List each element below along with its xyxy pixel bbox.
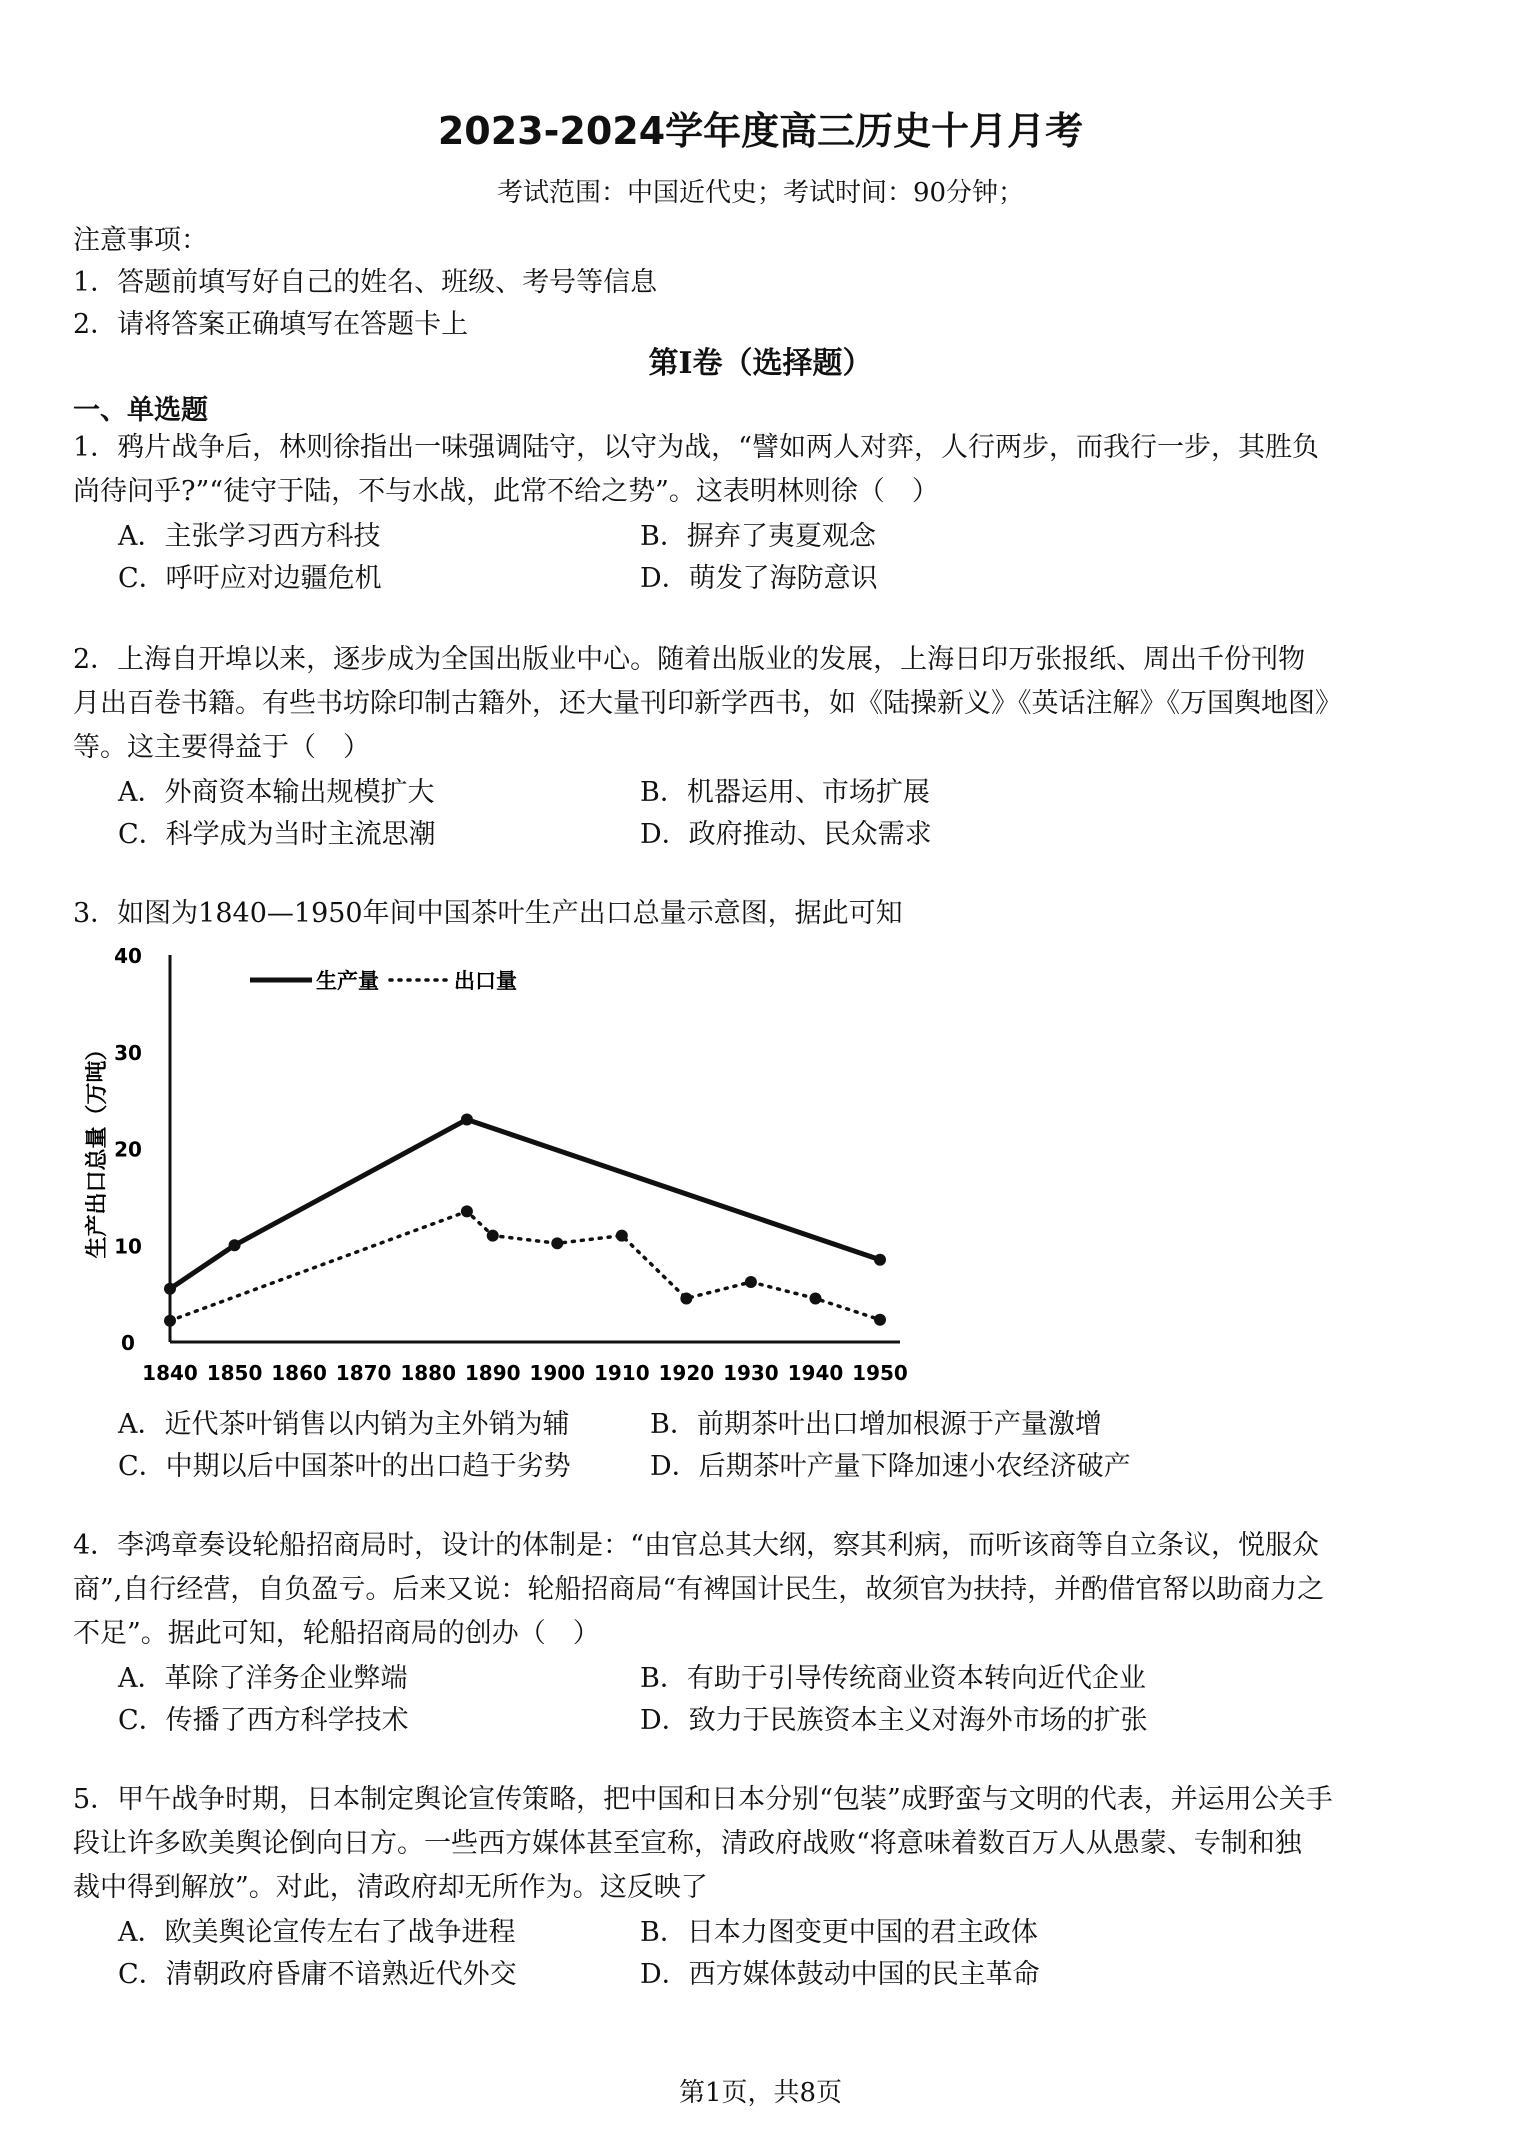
question-4 (73, 1524, 1393, 1656)
data-point (551, 1237, 563, 1249)
option-b: B．日本力图变更中国的君主政体 (640, 1917, 1038, 1948)
notice-item: 1．答题前填写好自己的姓名、班级、考号等信息 (73, 267, 658, 298)
x-tick-label: 1900 (529, 1361, 586, 1385)
option-b: B．前期茶叶出口增加根源于产量激增 (650, 1409, 1102, 1440)
question-line: 等。这主要得益于（ ） (73, 732, 370, 763)
x-tick-label: 1950 (852, 1361, 908, 1385)
option-c: C．科学成为当时主流思潮 (118, 819, 436, 850)
legend-label: 生产量 (316, 969, 379, 993)
page-number: 第1页，共8页 (678, 2078, 843, 2108)
x-tick-label: 1880 (400, 1361, 457, 1385)
x-tick-label: 1860 (271, 1361, 327, 1385)
option-d: D．后期茶叶产量下降加速小农经济破产 (650, 1451, 1131, 1482)
notice-item: 2．请将答案正确填写在答题卡上 (73, 309, 469, 340)
question-line: 裁中得到解放”。对此，清政府却无所作为。这反映了 (73, 1872, 708, 1903)
x-tick-label: 1890 (464, 1361, 521, 1385)
option-c: C．中期以后中国茶叶的出口趋于劣势 (118, 1451, 571, 1482)
x-tick-label: 1870 (335, 1361, 392, 1385)
option-c: C．清朝政府昏庸不谙熟近代外交 (118, 1959, 517, 1990)
y-tick-label: 10 (114, 1234, 142, 1259)
series-line-生产量 (170, 1119, 880, 1288)
option-d: D．致力于民族资本主义对海外市场的扩张 (640, 1705, 1148, 1736)
data-point (164, 1283, 176, 1295)
y-tick-label: 30 (114, 1040, 142, 1065)
data-point (616, 1230, 628, 1242)
data-point (229, 1239, 241, 1251)
y-axis-label: 生产出口总量（万吨） (85, 1038, 110, 1259)
data-point (487, 1230, 499, 1242)
option-d: D．政府推动、民众需求 (640, 819, 932, 850)
data-point (745, 1276, 757, 1288)
option-d: D．萌发了海防意识 (640, 563, 878, 594)
question-line: 3．如图为1840—1950年间中国茶叶生产出口总量示意图，据此可知 (73, 898, 903, 929)
question-line: 商”,自行经营，自负盈亏。后来又说：轮船招商局“有裨国计民生，故须官为扶持，并酌借官帑以助商力之 (73, 1574, 1325, 1605)
notice-heading: 注意事项： (73, 225, 208, 256)
option-a: A．主张学习西方科技 (118, 521, 381, 552)
data-point (680, 1292, 692, 1304)
question-line: 4．李鸿章奏设轮船招商局时，设计的体制是：“由官总其大纲，察其利病，而听该商等自立条议，悦服众 (73, 1530, 1319, 1561)
question-line: 5．甲午战争时期，日本制定舆论宣传策略，把中国和日本分别“包装”成野蛮与文明的代表，并运用公关手 (73, 1784, 1333, 1815)
option-c: C．传播了西方科学技术 (118, 1705, 409, 1736)
option-b: B．摒弃了夷夏观念 (640, 521, 876, 552)
question-line: 1．鸦片战争后，林则徐指出一味强调陆守，以守为战，“譬如两人对弈，人行两步，而我行一步，其胜负 (73, 432, 1319, 463)
tea-production-export-chart (60, 930, 940, 1390)
question-line: 段让许多欧美舆论倒向日方。一些西方媒体甚至宣称，清政府战败“将意味着数百万人从愚蒙、专制和独 (73, 1828, 1302, 1859)
data-point (461, 1113, 473, 1125)
question-line: 月出百卷书籍。有些书坊除印制古籍外，还大量刊印新学西书，如《陆操新义》《英话注解》《万国舆地图》 (73, 688, 1342, 719)
exam-subtitle: 考试范围：中国近代史；考试时间：90分钟； (496, 178, 1025, 208)
x-tick-label: 1840 (142, 1361, 198, 1385)
option-a: A．欧美舆论宣传左右了战争进程 (118, 1917, 516, 1948)
option-a: A．革除了洋务企业弊端 (118, 1663, 408, 1694)
data-point (874, 1314, 886, 1326)
question-line: 2．上海自开埠以来，逐步成为全国出版业中心。随着出版业的发展，上海日印万张报纸、周出千份刊物 (73, 644, 1306, 675)
question-1 (73, 426, 1393, 514)
y-tick-label: 40 (114, 944, 142, 968)
x-tick-label: 1940 (787, 1361, 844, 1385)
option-d: D．西方媒体鼓动中国的民主革命 (640, 1959, 1040, 1990)
x-tick-label: 1910 (593, 1361, 650, 1385)
question-2 (73, 638, 1393, 770)
data-point (461, 1205, 473, 1217)
x-tick-label: 1850 (206, 1361, 263, 1385)
section-title: 第I卷（选择题） (648, 346, 873, 381)
x-tick-label: 1930 (723, 1361, 779, 1385)
data-point (874, 1254, 886, 1266)
option-b: B．机器运用、市场扩展 (640, 777, 930, 808)
y-tick-label: 20 (114, 1137, 142, 1162)
exam-title: 2023-2024学年度高三历史十月月考 (437, 109, 1084, 153)
option-b: B．有助于引导传统商业资本转向近代企业 (640, 1663, 1146, 1694)
y-tick-label: 0 (121, 1331, 135, 1355)
option-a: A．外商资本输出规模扩大 (118, 777, 435, 808)
question-line: 不足”。据此可知，轮船招商局的创办（ ） (73, 1618, 600, 1649)
option-c: C．呼吁应对边疆危机 (118, 563, 382, 594)
part-heading: 一、单选题 (73, 395, 208, 426)
series-line-出口量 (170, 1211, 880, 1320)
data-point (809, 1292, 821, 1304)
option-a: A．近代茶叶销售以内销为主外销为辅 (118, 1409, 570, 1440)
data-point (164, 1315, 176, 1327)
legend-label: 出口量 (454, 969, 517, 993)
question-line: 尚待问乎?”“徒守于陆，不与水战，此常不给之势”。这表明林则徐（ ） (73, 476, 939, 507)
question-5 (73, 1778, 1393, 1910)
x-tick-label: 1920 (658, 1361, 715, 1385)
